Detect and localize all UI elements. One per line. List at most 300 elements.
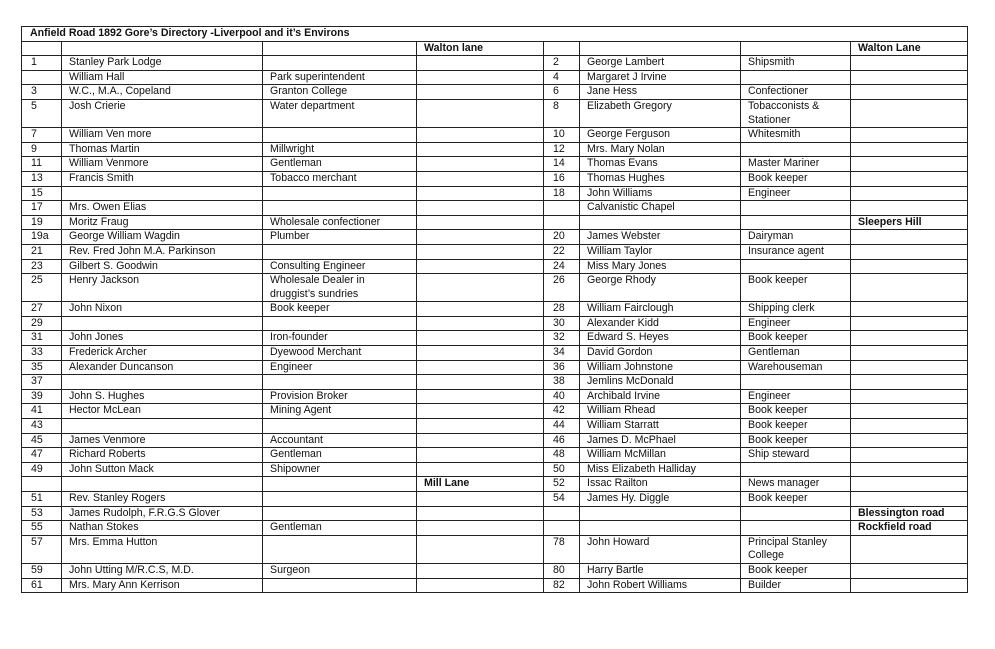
cross-street-left (417, 85, 544, 100)
cross-street-left (417, 563, 544, 578)
table-row (22, 375, 968, 390)
cross-street-right (851, 85, 968, 100)
cross-street-right (851, 230, 968, 245)
occupation-left: Granton College (263, 85, 417, 100)
table-row (22, 462, 968, 477)
resident-name-right: Alexander Kidd (580, 316, 741, 331)
cross-street-right (851, 448, 968, 463)
cross-street-left: Walton lane (417, 41, 544, 56)
table-title: Anfield Road 1892 Gore’s Directory -Liverpool and it’s Environs (22, 27, 968, 42)
house-number-right: 20 (544, 230, 580, 245)
house-number-right (544, 41, 580, 56)
cross-street-right (851, 389, 968, 404)
cross-street-right: Walton Lane (851, 41, 968, 56)
cross-street-right (851, 244, 968, 259)
table-row (22, 346, 968, 361)
occupation-right: Engineer (741, 389, 851, 404)
occupation-right: Master Mariner (741, 157, 851, 172)
cross-street-left (417, 375, 544, 390)
house-number-right (544, 201, 580, 216)
house-number-right: 16 (544, 171, 580, 186)
house-number-right: 80 (544, 563, 580, 578)
resident-name-right: William Starratt (580, 419, 741, 434)
table-row (22, 316, 968, 331)
house-number-right: 38 (544, 375, 580, 390)
occupation-right (741, 506, 851, 521)
occupation-right (741, 375, 851, 390)
occupation-left: Tobacco merchant (263, 171, 417, 186)
house-number-right: 50 (544, 462, 580, 477)
resident-name-right: Jane Hess (580, 85, 741, 100)
occupation-left: Park superintendent (263, 70, 417, 85)
table-row (22, 360, 968, 375)
occupation-left: Gentleman (263, 448, 417, 463)
resident-name-right: Harry Bartle (580, 563, 741, 578)
occupation-left: Water department (263, 99, 417, 127)
occupation-left: Wholesale confectioner (263, 215, 417, 230)
occupation-left (263, 244, 417, 259)
house-number-left: 49 (22, 462, 62, 477)
cross-street-right (851, 99, 968, 127)
house-number-right: 34 (544, 346, 580, 361)
cross-street-right (851, 201, 968, 216)
occupation-right: Engineer (741, 316, 851, 331)
cross-street-left (417, 302, 544, 317)
resident-name-left (62, 41, 263, 56)
cross-street-left (417, 157, 544, 172)
house-number-left: 7 (22, 128, 62, 143)
occupation-right: Book keeper (741, 274, 851, 302)
occupation-left: Accountant (263, 433, 417, 448)
resident-name-left: Stanley Park Lodge (62, 56, 263, 71)
occupation-left (263, 186, 417, 201)
resident-name-right: Thomas Hughes (580, 171, 741, 186)
resident-name-left (62, 419, 263, 434)
occupation-right: Book keeper (741, 171, 851, 186)
house-number-left: 45 (22, 433, 62, 448)
table-row (22, 578, 968, 593)
cross-street-right: Sleepers Hill (851, 215, 968, 230)
cross-street-left: Mill Lane (417, 477, 544, 492)
cross-street-left (417, 578, 544, 593)
house-number-left: 33 (22, 346, 62, 361)
resident-name-left: Mrs. Mary Ann Kerrison (62, 578, 263, 593)
house-number-left: 21 (22, 244, 62, 259)
table-row (22, 230, 968, 245)
house-number-left: 23 (22, 259, 62, 274)
cross-street-left (417, 201, 544, 216)
cross-street-left (417, 171, 544, 186)
occupation-left: Iron-founder (263, 331, 417, 346)
house-number-left (22, 70, 62, 85)
cross-street-right: Rockfield road (851, 521, 968, 536)
table-row (22, 419, 968, 434)
occupation-left: Consulting Engineer (263, 259, 417, 274)
occupation-left: Surgeon (263, 563, 417, 578)
house-number-left: 37 (22, 375, 62, 390)
resident-name-right: Jemlins McDonald (580, 375, 741, 390)
table-row (22, 563, 968, 578)
occupation-left (263, 419, 417, 434)
resident-name-left: Hector McLean (62, 404, 263, 419)
resident-name-left: John S. Hughes (62, 389, 263, 404)
house-number-left: 57 (22, 535, 62, 563)
table-row (22, 506, 968, 521)
house-number-right: 30 (544, 316, 580, 331)
resident-name-left: John Utting M/R.C.S, M.D. (62, 563, 263, 578)
house-number-right: 52 (544, 477, 580, 492)
house-number-right: 82 (544, 578, 580, 593)
resident-name-left: Gilbert S. Goodwin (62, 259, 263, 274)
cross-street-right (851, 142, 968, 157)
cross-street-left (417, 215, 544, 230)
resident-name-left: John Sutton Mack (62, 462, 263, 477)
occupation-right: Whitesmith (741, 128, 851, 143)
house-number-right: 42 (544, 404, 580, 419)
occupation-right: Book keeper (741, 419, 851, 434)
occupation-right: Book keeper (741, 492, 851, 507)
table-row (22, 331, 968, 346)
cross-street-right (851, 535, 968, 563)
resident-name-right: James Hy. Diggle (580, 492, 741, 507)
house-number-right: 18 (544, 186, 580, 201)
cross-street-left (417, 274, 544, 302)
occupation-left: Book keeper (263, 302, 417, 317)
cross-street-right (851, 419, 968, 434)
resident-name-right: William Rhead (580, 404, 741, 419)
cross-street-right (851, 274, 968, 302)
table-row (22, 99, 968, 127)
occupation-right: Ship steward (741, 448, 851, 463)
house-number-right: 32 (544, 331, 580, 346)
occupation-left: Gentleman (263, 521, 417, 536)
cross-street-left (417, 389, 544, 404)
house-number-left: 31 (22, 331, 62, 346)
resident-name-right: John Howard (580, 535, 741, 563)
cross-street-right (851, 171, 968, 186)
house-number-left: 35 (22, 360, 62, 375)
resident-name-left: George William Wagdin (62, 230, 263, 245)
resident-name-left: Francis Smith (62, 171, 263, 186)
occupation-left (263, 492, 417, 507)
house-number-right: 24 (544, 259, 580, 274)
resident-name-left: Henry Jackson (62, 274, 263, 302)
resident-name-right: William Fairclough (580, 302, 741, 317)
cross-street-left (417, 506, 544, 521)
resident-name-right: David Gordon (580, 346, 741, 361)
house-number-left: 47 (22, 448, 62, 463)
occupation-left: Millwright (263, 142, 417, 157)
cross-street-left (417, 360, 544, 375)
resident-name-left: Mrs. Emma Hutton (62, 535, 263, 563)
occupation-left (263, 578, 417, 593)
table-row (22, 244, 968, 259)
resident-name-left: Rev. Stanley Rogers (62, 492, 263, 507)
table-row (22, 215, 968, 230)
resident-name-right: Edward S. Heyes (580, 331, 741, 346)
occupation-left (263, 535, 417, 563)
cross-street-right (851, 492, 968, 507)
house-number-left: 15 (22, 186, 62, 201)
house-number-left: 51 (22, 492, 62, 507)
house-number-right: 6 (544, 85, 580, 100)
cross-street-left (417, 186, 544, 201)
house-number-right: 28 (544, 302, 580, 317)
occupation-left: Mining Agent (263, 404, 417, 419)
house-number-right: 78 (544, 535, 580, 563)
cross-street-left (417, 56, 544, 71)
occupation-left (263, 41, 417, 56)
resident-name-left: James Rudolph, F.R.G.S Glover (62, 506, 263, 521)
table-row (22, 201, 968, 216)
house-number-left: 27 (22, 302, 62, 317)
house-number-left: 39 (22, 389, 62, 404)
resident-name-left: William Venmore (62, 157, 263, 172)
occupation-right: Principal Stanley College (741, 535, 851, 563)
table-row (22, 433, 968, 448)
cross-street-right (851, 375, 968, 390)
cross-street-left (417, 331, 544, 346)
occupation-left (263, 56, 417, 71)
resident-name-left: John Nixon (62, 302, 263, 317)
house-number-right (544, 506, 580, 521)
table-row (22, 477, 968, 492)
cross-street-right: Blessington road (851, 506, 968, 521)
cross-street-left (417, 142, 544, 157)
cross-street-left (417, 535, 544, 563)
house-number-left: 61 (22, 578, 62, 593)
cross-street-left (417, 419, 544, 434)
resident-name-right: Mrs. Mary Nolan (580, 142, 741, 157)
occupation-right: Insurance agent (741, 244, 851, 259)
occupation-right: Book keeper (741, 331, 851, 346)
house-number-left (22, 477, 62, 492)
occupation-right (741, 215, 851, 230)
cross-street-right (851, 360, 968, 375)
occupation-left: Shipowner (263, 462, 417, 477)
table-row (22, 41, 968, 56)
table-row (22, 259, 968, 274)
cross-street-right (851, 331, 968, 346)
occupation-right: Shipsmith (741, 56, 851, 71)
cross-street-right (851, 56, 968, 71)
cross-street-right (851, 128, 968, 143)
table-row (22, 274, 968, 302)
cross-street-left (417, 492, 544, 507)
resident-name-right (580, 41, 741, 56)
resident-name-right: Miss Elizabeth Halliday (580, 462, 741, 477)
occupation-left: Wholesale Dealer in druggist’s sundries (263, 274, 417, 302)
house-number-left: 11 (22, 157, 62, 172)
cross-street-right (851, 70, 968, 85)
cross-street-right (851, 316, 968, 331)
table-row (22, 521, 968, 536)
house-number-left: 41 (22, 404, 62, 419)
resident-name-right: James Webster (580, 230, 741, 245)
occupation-right: Book keeper (741, 404, 851, 419)
occupation-left: Plumber (263, 230, 417, 245)
house-number-left: 9 (22, 142, 62, 157)
cross-street-left (417, 70, 544, 85)
cross-street-right (851, 404, 968, 419)
occupation-right (741, 259, 851, 274)
house-number-left (22, 41, 62, 56)
table-row (22, 492, 968, 507)
table-row (22, 128, 968, 143)
occupation-right (741, 201, 851, 216)
resident-name-left: Nathan Stokes (62, 521, 263, 536)
occupation-right: Builder (741, 578, 851, 593)
cross-street-left (417, 230, 544, 245)
occupation-right: Confectioner (741, 85, 851, 100)
house-number-left: 53 (22, 506, 62, 521)
occupation-right (741, 521, 851, 536)
cross-street-right (851, 157, 968, 172)
cross-street-right (851, 433, 968, 448)
resident-name-left (62, 477, 263, 492)
resident-name-left: James Venmore (62, 433, 263, 448)
occupation-right (741, 142, 851, 157)
resident-name-left: Richard Roberts (62, 448, 263, 463)
resident-name-right: John Williams (580, 186, 741, 201)
house-number-left: 3 (22, 85, 62, 100)
cross-street-left (417, 128, 544, 143)
resident-name-left: John Jones (62, 331, 263, 346)
house-number-right: 8 (544, 99, 580, 127)
house-number-right: 26 (544, 274, 580, 302)
resident-name-right (580, 215, 741, 230)
cross-street-left (417, 244, 544, 259)
resident-name-right: John Robert Williams (580, 578, 741, 593)
resident-name-right: Margaret J Irvine (580, 70, 741, 85)
resident-name-left: Alexander Duncanson (62, 360, 263, 375)
house-number-right (544, 215, 580, 230)
cross-street-left (417, 521, 544, 536)
resident-name-right: William McMillan (580, 448, 741, 463)
house-number-left: 17 (22, 201, 62, 216)
cross-street-left (417, 404, 544, 419)
table-row (22, 448, 968, 463)
cross-street-left (417, 259, 544, 274)
house-number-left: 29 (22, 316, 62, 331)
table-row (22, 157, 968, 172)
resident-name-right: James D. McPhael (580, 433, 741, 448)
resident-name-right: Calvanistic Chapel (580, 201, 741, 216)
cross-street-right (851, 578, 968, 593)
title-row (22, 27, 968, 42)
cross-street-right (851, 302, 968, 317)
occupation-right: Book keeper (741, 433, 851, 448)
resident-name-left (62, 375, 263, 390)
table-row (22, 389, 968, 404)
occupation-right (741, 41, 851, 56)
resident-name-right: Thomas Evans (580, 157, 741, 172)
occupation-right: Engineer (741, 186, 851, 201)
resident-name-left: William Ven more (62, 128, 263, 143)
resident-name-right: Miss Mary Jones (580, 259, 741, 274)
resident-name-left: Josh Crierie (62, 99, 263, 127)
cross-street-left (417, 433, 544, 448)
occupation-right: Warehouseman (741, 360, 851, 375)
cross-street-right (851, 346, 968, 361)
resident-name-right: William Taylor (580, 244, 741, 259)
cross-street-right (851, 462, 968, 477)
house-number-right: 44 (544, 419, 580, 434)
occupation-right: News manager (741, 477, 851, 492)
cross-street-left (417, 448, 544, 463)
resident-name-right: George Lambert (580, 56, 741, 71)
house-number-right: 54 (544, 492, 580, 507)
table-row (22, 302, 968, 317)
cross-street-left (417, 462, 544, 477)
house-number-right: 48 (544, 448, 580, 463)
resident-name-left (62, 186, 263, 201)
house-number-right: 46 (544, 433, 580, 448)
occupation-left (263, 201, 417, 216)
resident-name-left: W.C., M.A., Copeland (62, 85, 263, 100)
cross-street-left (417, 346, 544, 361)
resident-name-right: Archibald Irvine (580, 389, 741, 404)
cross-street-right (851, 563, 968, 578)
house-number-left: 59 (22, 563, 62, 578)
resident-name-left: William Hall (62, 70, 263, 85)
resident-name-right: William Johnstone (580, 360, 741, 375)
table-row (22, 85, 968, 100)
house-number-left: 19a (22, 230, 62, 245)
occupation-right: Gentleman (741, 346, 851, 361)
cross-street-right (851, 477, 968, 492)
house-number-right (544, 521, 580, 536)
resident-name-left: Thomas Martin (62, 142, 263, 157)
occupation-left: Dyewood Merchant (263, 346, 417, 361)
resident-name-left: Mrs. Owen Elias (62, 201, 263, 216)
resident-name-left: Rev. Fred John M.A. Parkinson (62, 244, 263, 259)
house-number-left: 43 (22, 419, 62, 434)
occupation-right: Tobacconists & Stationer (741, 99, 851, 127)
house-number-left: 19 (22, 215, 62, 230)
occupation-left (263, 506, 417, 521)
occupation-left (263, 375, 417, 390)
resident-name-left (62, 316, 263, 331)
house-number-right: 36 (544, 360, 580, 375)
house-number-left: 1 (22, 56, 62, 71)
occupation-left (263, 128, 417, 143)
resident-name-right: George Ferguson (580, 128, 741, 143)
table-row (22, 56, 968, 71)
house-number-left: 25 (22, 274, 62, 302)
occupation-right: Book keeper (741, 563, 851, 578)
house-number-left: 55 (22, 521, 62, 536)
table-row (22, 171, 968, 186)
cross-street-right (851, 259, 968, 274)
table-row (22, 404, 968, 419)
house-number-right: 40 (544, 389, 580, 404)
occupation-left: Engineer (263, 360, 417, 375)
table-row (22, 70, 968, 85)
resident-name-left: Frederick Archer (62, 346, 263, 361)
occupation-left (263, 477, 417, 492)
occupation-right: Shipping clerk (741, 302, 851, 317)
resident-name-right: Elizabeth Gregory (580, 99, 741, 127)
occupation-left: Gentleman (263, 157, 417, 172)
house-number-right: 14 (544, 157, 580, 172)
resident-name-right (580, 506, 741, 521)
occupation-right (741, 70, 851, 85)
occupation-right (741, 462, 851, 477)
table-row (22, 142, 968, 157)
occupation-left: Provision Broker (263, 389, 417, 404)
occupation-left (263, 316, 417, 331)
